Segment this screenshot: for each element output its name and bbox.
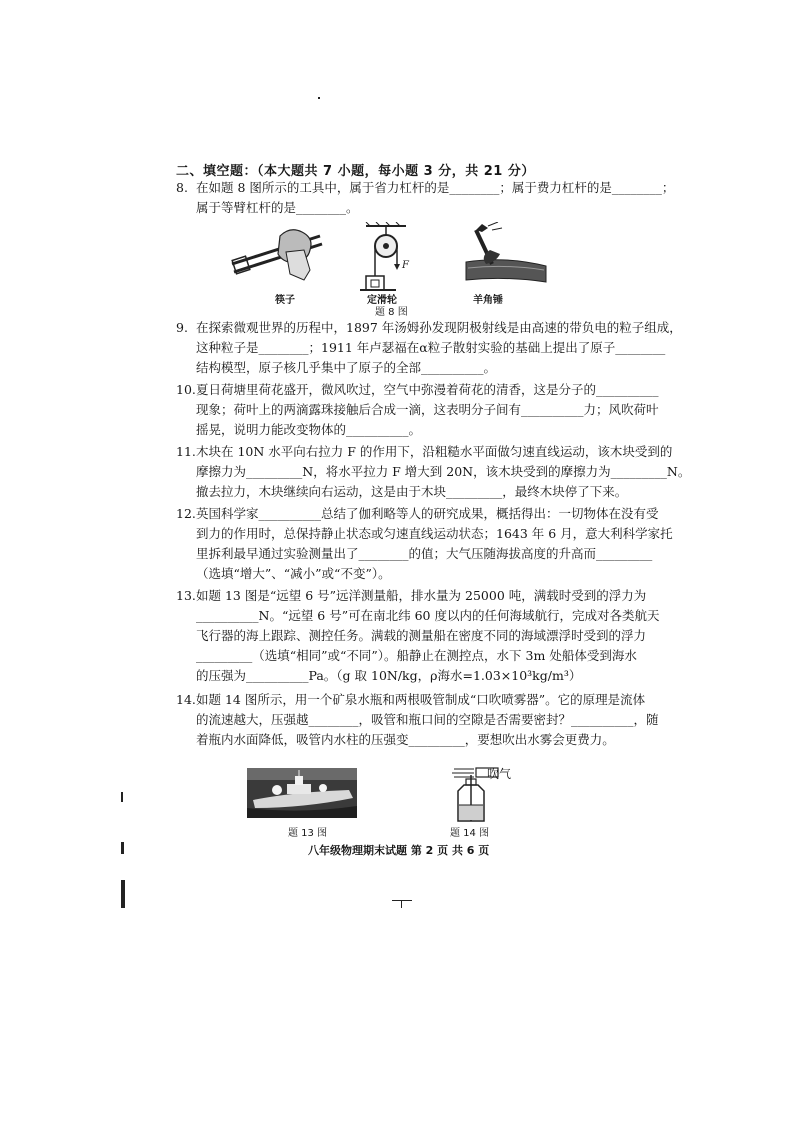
question-text: 木块在 10N 水平向右拉力 F 的作用下，沿粗糙水平面做匀速直线运动，该木块受到的 <box>196 444 673 459</box>
force-label: F <box>402 260 409 271</box>
question-text: 结构模型，原子核几乎集中了原子的全部__________。 <box>196 360 497 375</box>
claw-hammer-label: 羊角锤 <box>473 295 503 306</box>
question-text: 飞行器的海上跟踪、测控任务。满载的测量船在密度不同的海域漂浮时受到的浮力 <box>196 628 647 643</box>
question-9 <box>176 318 682 378</box>
question-text: _________（选填“相同”或“不同”）。船静止在测控点，水下 3m 处船体受到海水 <box>196 648 637 663</box>
question-text: 现象；荷叶上的两滴露珠接触后合成一滴，这表明分子间有__________力；风吹荷叶 <box>196 402 659 417</box>
question-text: 摇晃，说明力能改变物体的__________。 <box>196 422 422 437</box>
question-text: 如题 14 图所示，用一个矿泉水瓶和两根吸管制成“口吹喷雾器”。它的原理是流体 <box>196 692 646 707</box>
question-text: 英国科学家__________总结了伽利略等人的研究成果，概括得出：一切物体在没有受 <box>196 506 659 521</box>
scan-speck <box>401 900 402 908</box>
scan-speck <box>121 792 123 802</box>
scan-speck <box>121 842 124 854</box>
fixed-pulley-illustration <box>360 222 410 290</box>
chopsticks-illustration <box>232 230 322 280</box>
question-text: 的流速越大，压强越________，吸管和瓶口间的空隙是否需要密封？__________，随 <box>196 712 659 727</box>
section-title: 二、填空题：（本大题共 7 小题，每小题 3 分，共 21 分） <box>176 164 535 179</box>
question-text: （选填“增大”、“减小”或“不变”）。 <box>196 566 391 581</box>
fixed-pulley-label: 定滑轮 <box>367 295 397 306</box>
question-text: 里拆利最早通过实验测量出了________的值；大气压随海拔高度的升高而_________ <box>196 546 653 561</box>
question-text: 在探索微观世界的历程中，1897 年汤姆孙发现阴极射线是由高速的带负电的粒子组成， <box>196 320 682 335</box>
scan-speck <box>318 97 320 99</box>
question-text: 属于等臂杠杆的是________。 <box>196 200 359 215</box>
question-text: 着瓶内水面降低，吸管内水柱的压强变_________，要想吹出水雾会更费力。 <box>196 732 615 747</box>
page-footer: 八年级物理期末试题 第 2 页 共 6 页 <box>308 844 490 857</box>
question-number: 10. <box>176 382 196 397</box>
question-text: 的压强为__________Pa。（g 取 10N/kg，ρ海水=1.03×10³kg/m³） <box>196 668 582 683</box>
question-number: 9. <box>176 320 188 335</box>
question-number: 12. <box>176 506 196 521</box>
question-number: 13. <box>176 588 196 603</box>
figure-14-caption: 题 14 图 <box>450 828 490 839</box>
question-number: 11. <box>176 444 196 459</box>
scan-speck <box>121 880 125 908</box>
question-12 <box>176 504 673 584</box>
figure-13-caption: 题 13 图 <box>288 828 328 839</box>
claw-hammer-illustration <box>466 222 546 282</box>
survey-ship-photo <box>247 768 357 818</box>
question-8 <box>176 178 675 218</box>
question-11 <box>176 442 691 502</box>
question-number: 14. <box>176 692 196 707</box>
question-text: 如题 13 图是“远望 6 号”远洋测量船，排水量为 25000 吨，满载时受到的浮力为 <box>196 588 647 603</box>
question-text: 在如题 8 图所示的工具中，属于省力杠杆的是________；属于费力杠杆的是________； <box>196 180 675 195</box>
scan-speck <box>392 900 412 901</box>
chopsticks-label: 筷子 <box>275 295 295 306</box>
question-14 <box>176 690 659 750</box>
question-text: 撤去拉力，木块继续向右运动，这是由于木块_________，最终木块停了下来。 <box>196 484 628 499</box>
blow-air-label: 吹气 <box>487 767 512 781</box>
question-text: 这种粒子是________；1911 年卢瑟福在α粒子散射实验的基础上提出了原子________ <box>196 340 666 355</box>
figure-8-caption: 题 8 图 <box>375 307 408 318</box>
question-text: 摩擦力为_________N，将水平拉力 F 增大到 20N，该木块受到的摩擦力为_________N。 <box>196 464 691 479</box>
question-13 <box>176 586 660 686</box>
question-text: 到力的作用时，总保持静止状态或匀速直线运动状态；1643 年 6 月，意大利科学家托 <box>196 526 673 541</box>
question-number: 8. <box>176 180 188 195</box>
question-10 <box>176 380 659 440</box>
question-text: 夏日荷塘里荷花盛开，微风吹过，空气中弥漫着荷花的清香，这是分子的__________ <box>196 382 659 397</box>
question-text: __________N。“远望 6 号”可在南北纬 60 度以内的任何海域航行，完成对各类航天 <box>196 608 660 623</box>
